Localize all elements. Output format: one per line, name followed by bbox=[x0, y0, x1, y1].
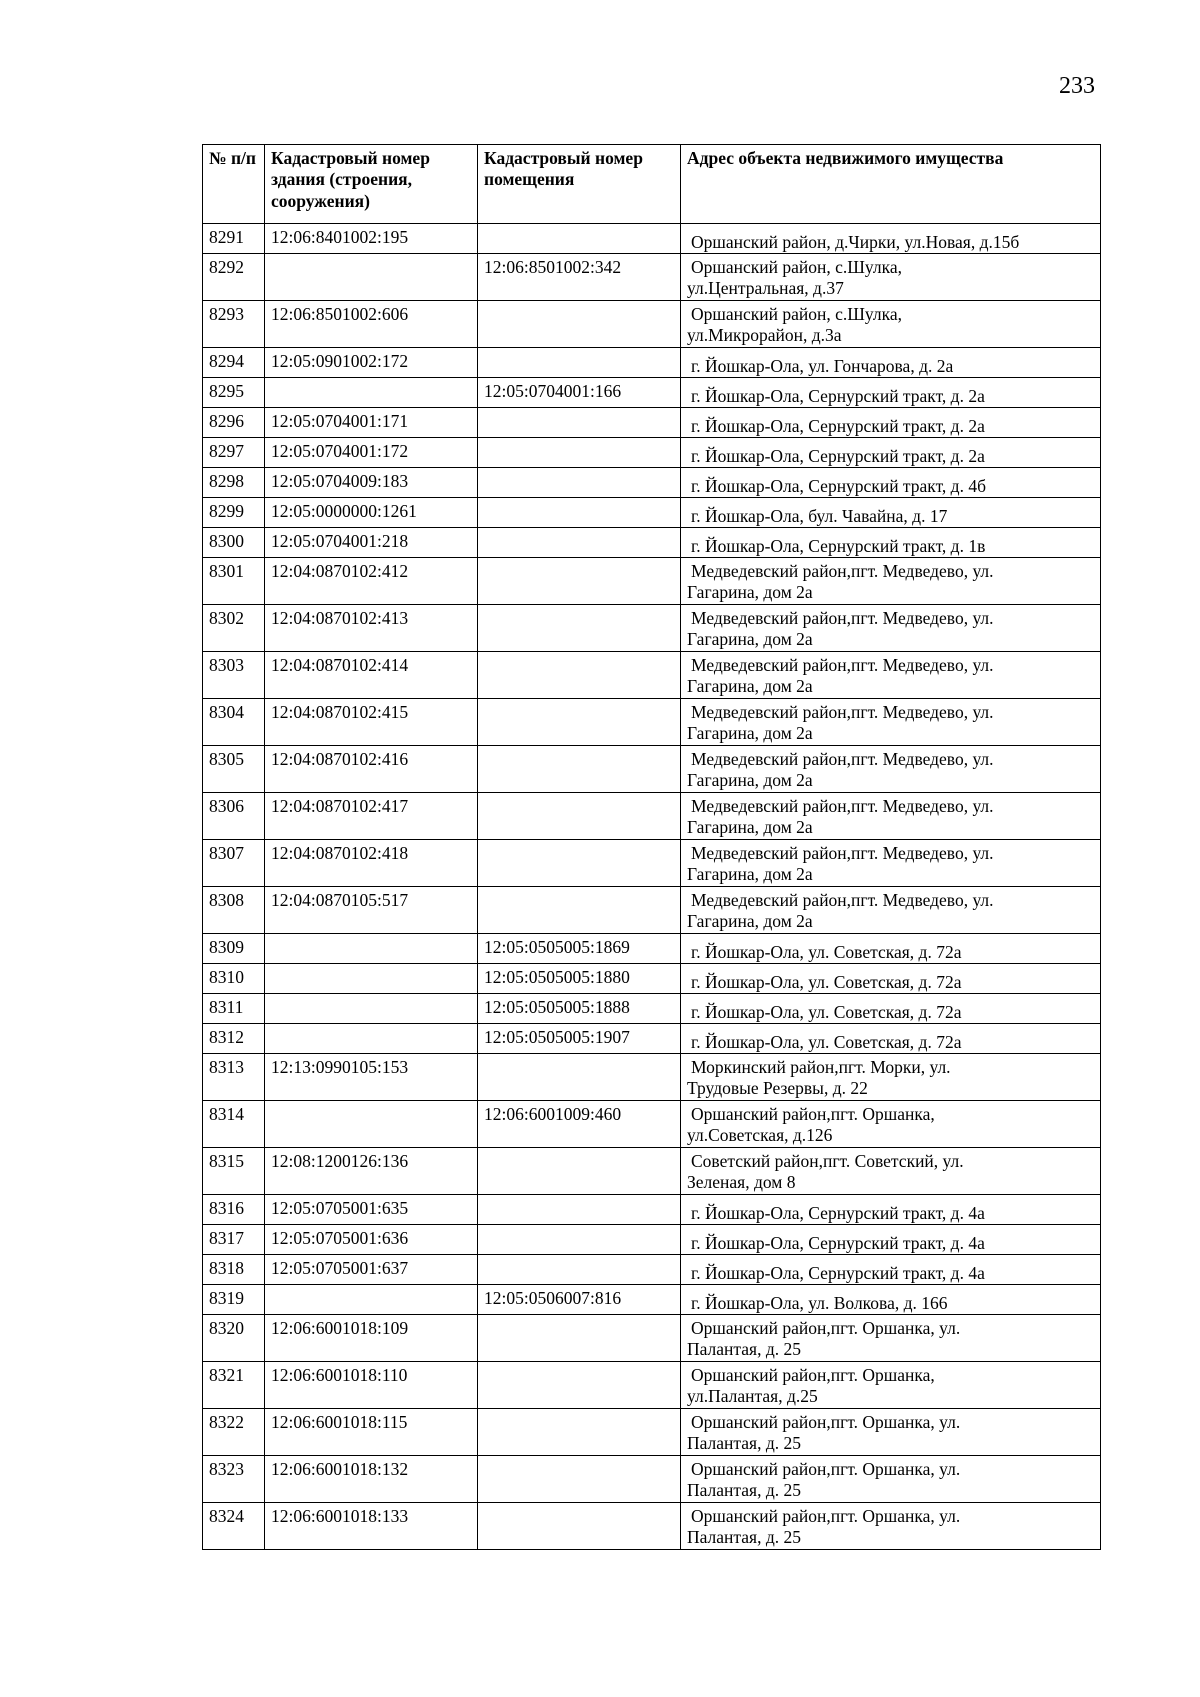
address-line: Медведевский район,пгт. Медведево, ул. bbox=[691, 655, 994, 675]
building-cadastral-cell: 12:04:0870105:517 bbox=[265, 887, 478, 934]
table-row bbox=[203, 558, 1101, 605]
building-cadastral-cell: 12:04:0870102:415 bbox=[265, 699, 478, 746]
table-row bbox=[203, 1148, 1101, 1195]
address-cell: г. Йошкар-Ола, Сернурский тракт, д. 1в bbox=[681, 528, 1101, 558]
table-row bbox=[203, 468, 1101, 498]
premises-cadastral-cell bbox=[478, 1409, 681, 1456]
header-building-cadastral bbox=[265, 145, 478, 224]
address-cell: г. Йошкар-Ола, Сернурский тракт, д. 2а bbox=[681, 408, 1101, 438]
premises-cadastral-cell bbox=[478, 1362, 681, 1409]
row-number-cell: 8296 bbox=[203, 408, 265, 438]
premises-cadastral-cell bbox=[478, 1503, 681, 1550]
table-row bbox=[203, 994, 1101, 1024]
row-number-cell: 8291 bbox=[203, 224, 265, 254]
address-line: Оршанский район,пгт. Оршанка, ул. bbox=[691, 1506, 961, 1526]
table-row bbox=[203, 840, 1101, 887]
table-header bbox=[203, 145, 1101, 224]
building-cadastral-cell: 12:05:0705001:635 bbox=[265, 1195, 478, 1225]
address-cell bbox=[681, 1409, 1101, 1456]
premises-cadastral-cell bbox=[478, 348, 681, 378]
table-row bbox=[203, 1054, 1101, 1101]
address-line: ул.Центральная, д.37 bbox=[687, 278, 844, 298]
row-number-cell: 8300 bbox=[203, 528, 265, 558]
table-row bbox=[203, 498, 1101, 528]
address-line: Гагарина, дом 2а bbox=[687, 582, 813, 602]
premises-cadastral-cell bbox=[478, 1225, 681, 1255]
row-number-cell: 8295 bbox=[203, 378, 265, 408]
table-row bbox=[203, 1362, 1101, 1409]
premises-cadastral-cell bbox=[478, 498, 681, 528]
table-row bbox=[203, 1315, 1101, 1362]
address-cell bbox=[681, 1148, 1101, 1195]
address-cell: г. Йошкар-Ола, ул. Советская, д. 72а bbox=[681, 1024, 1101, 1054]
address-cell bbox=[681, 1456, 1101, 1503]
address-line: Медведевский район,пгт. Медведево, ул. bbox=[691, 561, 994, 581]
header-row-number-text: № п/п bbox=[209, 148, 256, 168]
premises-cadastral-cell: 12:05:0505005:1869 bbox=[478, 934, 681, 964]
table-row bbox=[203, 408, 1101, 438]
premises-cadastral-cell bbox=[478, 1456, 681, 1503]
building-cadastral-cell: 12:04:0870102:413 bbox=[265, 605, 478, 652]
premises-cadastral-cell: 12:06:6001009:460 bbox=[478, 1101, 681, 1148]
row-number-cell: 8324 bbox=[203, 1503, 265, 1550]
address-cell: г. Йошкар-Ола, ул. Советская, д. 72а bbox=[681, 964, 1101, 994]
premises-cadastral-cell bbox=[478, 468, 681, 498]
address-line: Оршанский район, с.Шулка, bbox=[691, 257, 903, 277]
address-line: Палантая, д. 25 bbox=[687, 1527, 802, 1547]
row-number-cell: 8322 bbox=[203, 1409, 265, 1456]
table-row bbox=[203, 1285, 1101, 1315]
building-cadastral-cell: 12:06:6001018:115 bbox=[265, 1409, 478, 1456]
address-line: Оршанский район,пгт. Оршанка, bbox=[691, 1365, 935, 1385]
address-line: Гагарина, дом 2а bbox=[687, 770, 813, 790]
building-cadastral-cell: 12:06:8401002:195 bbox=[265, 224, 478, 254]
premises-cadastral-cell bbox=[478, 558, 681, 605]
address-line: Медведевский район,пгт. Медведево, ул. bbox=[691, 796, 994, 816]
address-cell bbox=[681, 1315, 1101, 1362]
building-cadastral-cell bbox=[265, 378, 478, 408]
building-cadastral-cell: 12:06:6001018:133 bbox=[265, 1503, 478, 1550]
address-line: ул.Палантая, д.25 bbox=[687, 1386, 818, 1406]
premises-cadastral-cell bbox=[478, 301, 681, 348]
row-number-cell: 8298 bbox=[203, 468, 265, 498]
header-address-text: Адрес объекта недвижимого имущества bbox=[687, 148, 1004, 168]
table-row bbox=[203, 254, 1101, 301]
building-cadastral-cell: 12:13:0990105:153 bbox=[265, 1054, 478, 1101]
address-cell: г. Йошкар-Ола, бул. Чавайна, д. 17 bbox=[681, 498, 1101, 528]
row-number-cell: 8319 bbox=[203, 1285, 265, 1315]
table-row bbox=[203, 348, 1101, 378]
header-premises-cadastral bbox=[478, 145, 681, 224]
building-cadastral-cell: 12:05:0705001:637 bbox=[265, 1255, 478, 1285]
building-cadastral-cell: 12:04:0870102:412 bbox=[265, 558, 478, 605]
table-row bbox=[203, 652, 1101, 699]
building-cadastral-cell bbox=[265, 1285, 478, 1315]
building-cadastral-cell: 12:05:0704001:218 bbox=[265, 528, 478, 558]
premises-cadastral-cell bbox=[478, 699, 681, 746]
row-number-cell: 8292 bbox=[203, 254, 265, 301]
address-line: Гагарина, дом 2а bbox=[687, 676, 813, 696]
building-cadastral-cell: 12:05:0704001:171 bbox=[265, 408, 478, 438]
address-line: Медведевский район,пгт. Медведево, ул. bbox=[691, 702, 994, 722]
address-cell bbox=[681, 254, 1101, 301]
building-cadastral-cell: 12:06:6001018:109 bbox=[265, 1315, 478, 1362]
building-cadastral-cell bbox=[265, 1101, 478, 1148]
address-cell bbox=[681, 840, 1101, 887]
row-number-cell: 8323 bbox=[203, 1456, 265, 1503]
building-cadastral-cell bbox=[265, 964, 478, 994]
table-row bbox=[203, 1225, 1101, 1255]
address-line: Оршанский район,пгт. Оршанка, ул. bbox=[691, 1318, 961, 1338]
building-cadastral-cell: 12:05:0705001:636 bbox=[265, 1225, 478, 1255]
address-line: Палантая, д. 25 bbox=[687, 1433, 802, 1453]
address-line: Палантая, д. 25 bbox=[687, 1339, 802, 1359]
page-number: 233 bbox=[1059, 73, 1095, 99]
premises-cadastral-cell bbox=[478, 605, 681, 652]
row-number-cell: 8311 bbox=[203, 994, 265, 1024]
table-row bbox=[203, 699, 1101, 746]
address-cell: г. Йошкар-Ола, Сернурский тракт, д. 2а bbox=[681, 378, 1101, 408]
table-row bbox=[203, 1101, 1101, 1148]
address-line: Оршанский район,пгт. Оршанка, ул. bbox=[691, 1459, 961, 1479]
address-cell bbox=[681, 1054, 1101, 1101]
address-line: Оршанский район,пгт. Оршанка, bbox=[691, 1104, 935, 1124]
address-line: Гагарина, дом 2а bbox=[687, 817, 813, 837]
address-line: Медведевский район,пгт. Медведево, ул. bbox=[691, 608, 994, 628]
premises-cadastral-cell bbox=[478, 746, 681, 793]
table-row bbox=[203, 605, 1101, 652]
address-cell bbox=[681, 746, 1101, 793]
premises-cadastral-cell bbox=[478, 793, 681, 840]
address-cell: г. Йошкар-Ола, Сернурский тракт, д. 4б bbox=[681, 468, 1101, 498]
row-number-cell: 8294 bbox=[203, 348, 265, 378]
address-cell: г. Йошкар-Ола, ул. Гончарова, д. 2а bbox=[681, 348, 1101, 378]
address-line: Советский район,пгт. Советский, ул. bbox=[691, 1151, 964, 1171]
address-cell bbox=[681, 699, 1101, 746]
property-register-table bbox=[202, 144, 1101, 1550]
premises-cadastral-cell bbox=[478, 1054, 681, 1101]
building-cadastral-cell: 12:05:0000000:1261 bbox=[265, 498, 478, 528]
row-number-cell: 8306 bbox=[203, 793, 265, 840]
building-cadastral-cell: 12:06:6001018:132 bbox=[265, 1456, 478, 1503]
table-row bbox=[203, 1024, 1101, 1054]
row-number-cell: 8317 bbox=[203, 1225, 265, 1255]
address-cell: г. Йошкар-Ола, Сернурский тракт, д. 4а bbox=[681, 1255, 1101, 1285]
address-cell: г. Йошкар-Ола, ул. Советская, д. 72а bbox=[681, 994, 1101, 1024]
row-number-cell: 8308 bbox=[203, 887, 265, 934]
premises-cadastral-cell bbox=[478, 1315, 681, 1362]
address-cell bbox=[681, 652, 1101, 699]
building-cadastral-cell bbox=[265, 254, 478, 301]
row-number-cell: 8316 bbox=[203, 1195, 265, 1225]
building-cadastral-cell bbox=[265, 994, 478, 1024]
address-cell: г. Йошкар-Ола, Сернурский тракт, д. 4а bbox=[681, 1225, 1101, 1255]
premises-cadastral-cell bbox=[478, 528, 681, 558]
building-cadastral-cell bbox=[265, 1024, 478, 1054]
table-row bbox=[203, 934, 1101, 964]
table-row bbox=[203, 964, 1101, 994]
premises-cadastral-cell bbox=[478, 887, 681, 934]
premises-cadastral-cell bbox=[478, 408, 681, 438]
row-number-cell: 8313 bbox=[203, 1054, 265, 1101]
building-cadastral-cell: 12:04:0870102:417 bbox=[265, 793, 478, 840]
address-line: Гагарина, дом 2а bbox=[687, 723, 813, 743]
table-row bbox=[203, 1456, 1101, 1503]
address-line: Палантая, д. 25 bbox=[687, 1480, 802, 1500]
header-premises-cadastral-text: Кадастровый номер помещения bbox=[484, 148, 643, 190]
premises-cadastral-cell bbox=[478, 438, 681, 468]
building-cadastral-cell: 12:08:1200126:136 bbox=[265, 1148, 478, 1195]
row-number-cell: 8310 bbox=[203, 964, 265, 994]
address-line: Зеленая, дом 8 bbox=[687, 1172, 796, 1192]
table-body bbox=[203, 224, 1101, 1550]
premises-cadastral-cell: 12:05:0505005:1880 bbox=[478, 964, 681, 994]
table-row bbox=[203, 224, 1101, 254]
table-row bbox=[203, 438, 1101, 468]
table-row bbox=[203, 887, 1101, 934]
building-cadastral-cell: 12:06:6001018:110 bbox=[265, 1362, 478, 1409]
premises-cadastral-cell bbox=[478, 1195, 681, 1225]
row-number-cell: 8302 bbox=[203, 605, 265, 652]
address-line: Гагарина, дом 2а bbox=[687, 629, 813, 649]
address-cell bbox=[681, 301, 1101, 348]
premises-cadastral-cell: 12:06:8501002:342 bbox=[478, 254, 681, 301]
premises-cadastral-cell: 12:05:0506007:816 bbox=[478, 1285, 681, 1315]
row-number-cell: 8314 bbox=[203, 1101, 265, 1148]
table-row bbox=[203, 528, 1101, 558]
address-line: Оршанский район, с.Шулка, bbox=[691, 304, 903, 324]
header-building-cadastral-text: Кадастровый номер здания (строения, сооружения) bbox=[271, 148, 430, 211]
address-cell bbox=[681, 605, 1101, 652]
address-line: Трудовые Резервы, д. 22 bbox=[687, 1078, 868, 1098]
row-number-cell: 8297 bbox=[203, 438, 265, 468]
table-row bbox=[203, 1503, 1101, 1550]
table-row bbox=[203, 301, 1101, 348]
table-row bbox=[203, 378, 1101, 408]
row-number-cell: 8303 bbox=[203, 652, 265, 699]
row-number-cell: 8320 bbox=[203, 1315, 265, 1362]
address-cell: г. Йошкар-Ола, ул. Советская, д. 72а bbox=[681, 934, 1101, 964]
table-row bbox=[203, 793, 1101, 840]
row-number-cell: 8307 bbox=[203, 840, 265, 887]
address-line: Моркинский район,пгт. Морки, ул. bbox=[691, 1057, 951, 1077]
table-row bbox=[203, 1195, 1101, 1225]
address-line: Гагарина, дом 2а bbox=[687, 911, 813, 931]
table-row bbox=[203, 1409, 1101, 1456]
premises-cadastral-cell: 12:05:0505005:1888 bbox=[478, 994, 681, 1024]
address-cell: Оршанский район, д.Чирки, ул.Новая, д.15б bbox=[681, 224, 1101, 254]
address-cell bbox=[681, 1101, 1101, 1148]
address-cell bbox=[681, 558, 1101, 605]
address-cell bbox=[681, 1503, 1101, 1550]
building-cadastral-cell: 12:04:0870102:414 bbox=[265, 652, 478, 699]
building-cadastral-cell: 12:04:0870102:418 bbox=[265, 840, 478, 887]
address-line: ул.Советская, д.126 bbox=[687, 1125, 833, 1145]
row-number-cell: 8321 bbox=[203, 1362, 265, 1409]
table-row bbox=[203, 746, 1101, 793]
premises-cadastral-cell bbox=[478, 224, 681, 254]
address-cell bbox=[681, 887, 1101, 934]
premises-cadastral-cell bbox=[478, 1148, 681, 1195]
building-cadastral-cell: 12:05:0704009:183 bbox=[265, 468, 478, 498]
header-row-number bbox=[203, 145, 265, 224]
address-cell: г. Йошкар-Ола, Сернурский тракт, д. 4а bbox=[681, 1195, 1101, 1225]
header-row bbox=[203, 145, 1101, 224]
row-number-cell: 8299 bbox=[203, 498, 265, 528]
row-number-cell: 8293 bbox=[203, 301, 265, 348]
row-number-cell: 8304 bbox=[203, 699, 265, 746]
header-address bbox=[681, 145, 1101, 224]
address-cell: г. Йошкар-Ола, Сернурский тракт, д. 2а bbox=[681, 438, 1101, 468]
premises-cadastral-cell bbox=[478, 840, 681, 887]
row-number-cell: 8309 bbox=[203, 934, 265, 964]
address-cell: г. Йошкар-Ола, ул. Волкова, д. 166 bbox=[681, 1285, 1101, 1315]
building-cadastral-cell: 12:05:0704001:172 bbox=[265, 438, 478, 468]
premises-cadastral-cell: 12:05:0505005:1907 bbox=[478, 1024, 681, 1054]
row-number-cell: 8305 bbox=[203, 746, 265, 793]
premises-cadastral-cell bbox=[478, 1255, 681, 1285]
building-cadastral-cell: 12:04:0870102:416 bbox=[265, 746, 478, 793]
premises-cadastral-cell bbox=[478, 652, 681, 699]
row-number-cell: 8312 bbox=[203, 1024, 265, 1054]
row-number-cell: 8301 bbox=[203, 558, 265, 605]
address-line: Оршанский район,пгт. Оршанка, ул. bbox=[691, 1412, 961, 1432]
premises-cadastral-cell: 12:05:0704001:166 bbox=[478, 378, 681, 408]
table-row bbox=[203, 1255, 1101, 1285]
building-cadastral-cell bbox=[265, 934, 478, 964]
address-line: ул.Микрорайон, д.3а bbox=[687, 325, 842, 345]
building-cadastral-cell: 12:05:0901002:172 bbox=[265, 348, 478, 378]
address-line: Медведевский район,пгт. Медведево, ул. bbox=[691, 749, 994, 769]
address-cell bbox=[681, 1362, 1101, 1409]
row-number-cell: 8318 bbox=[203, 1255, 265, 1285]
address-line: Гагарина, дом 2а bbox=[687, 864, 813, 884]
row-number-cell: 8315 bbox=[203, 1148, 265, 1195]
address-line: Медведевский район,пгт. Медведево, ул. bbox=[691, 843, 994, 863]
address-line: Медведевский район,пгт. Медведево, ул. bbox=[691, 890, 994, 910]
building-cadastral-cell: 12:06:8501002:606 bbox=[265, 301, 478, 348]
address-cell bbox=[681, 793, 1101, 840]
